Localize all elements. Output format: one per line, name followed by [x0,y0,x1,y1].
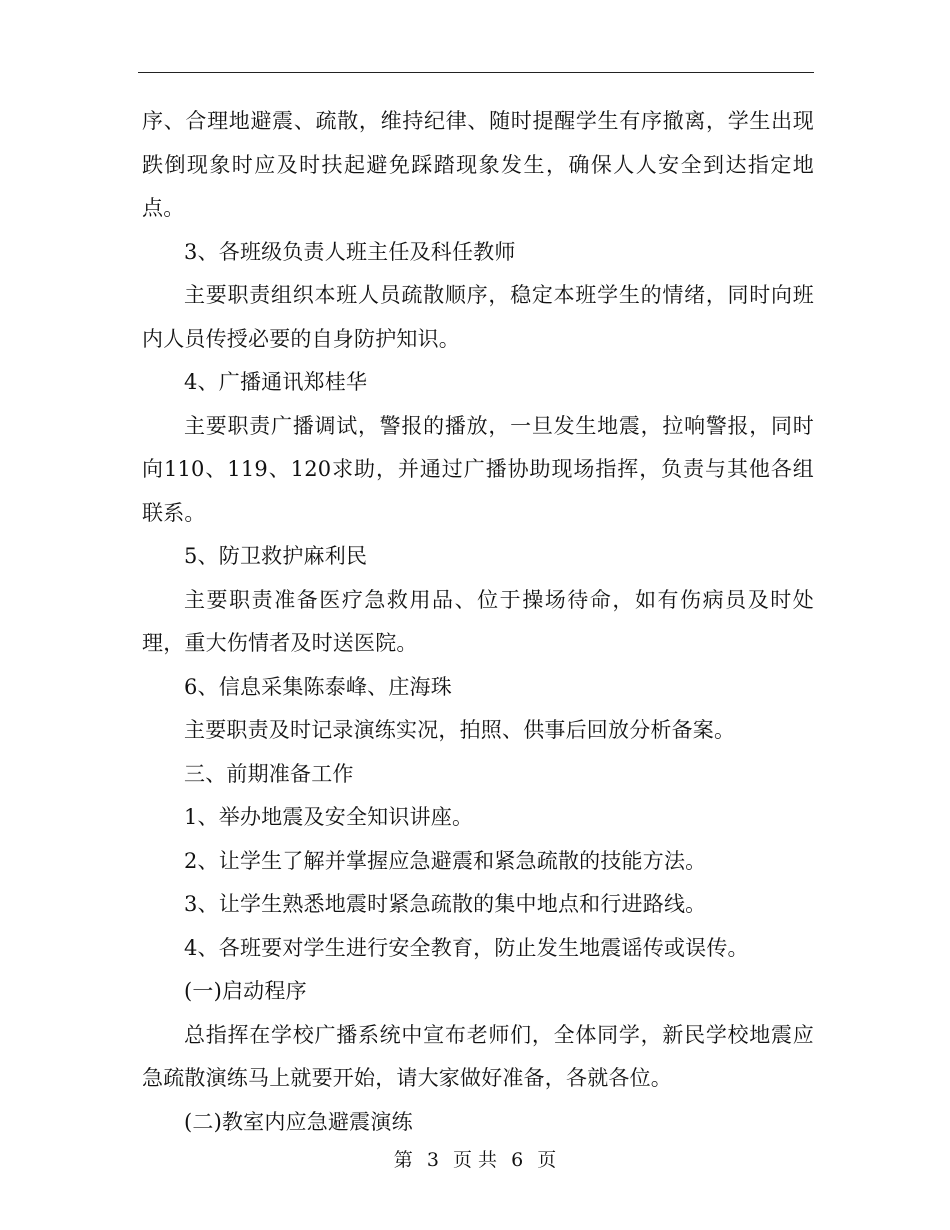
section-heading: 三、前期准备工作 [184,761,354,786]
paragraph: 总指挥在学校广播系统中宣布老师们，全体同学，新民学校地震应急疏散演练马上就要开始，请大家做好准备，各就各位。 [142,1022,814,1090]
footer-middle: 页 共 [452,1149,498,1171]
current-page-number: 3 [426,1149,439,1171]
list-item: 2、让学生了解并掌握应急避震和紧急疏散的技能方法。 [184,848,707,873]
page-footer [0,1146,950,1174]
total-pages-number: 6 [511,1149,524,1171]
paragraph: 序、合理地避震、疏散，维持纪律、随时提醒学生有序撤离，学生出现跌倒现象时应及时扶起避免踩踏现象发生，确保人人安全到达指定地点。 [142,109,814,220]
list-item: 3、让学生熟悉地震时紧急疏散的集中地点和行进路线。 [184,892,707,916]
paragraph: 5、防卫救护麻利民 [184,544,368,568]
footer-suffix: 页 [537,1149,557,1171]
list-item: 4、各班要对学生进行安全教育，防止发生地震谣传或误传。 [184,935,749,960]
subsection-heading: (一)启动程序 [184,979,307,1003]
document-body [142,100,814,1144]
list-item: 1、举办地震及安全知识讲座。 [184,805,474,829]
subsection-heading: (二)教室内应急避震演练 [184,1109,413,1134]
paragraph: 主要职责广播调试，警报的播放，一旦发生地震，拉响警报，同时向110、119、120求助，并通过广播协助现场指挥，负责与其他各组联系。 [142,413,814,525]
paragraph: 主要职责准备医疗急救用品、位于操场待命，如有伤病员及时处理，重大伤情者及时送医院。 [142,587,814,655]
paragraph: 3、各班级负责人班主任及科任教师 [184,239,516,264]
paragraph: 主要职责及时记录演练实况，拍照、供事后回放分析备案。 [184,718,736,742]
paragraph: 6、信息采集陈泰峰、庄海珠 [184,674,452,699]
footer-prefix: 第 [393,1149,413,1171]
paragraph: 4、广播通讯郑桂华 [184,370,368,394]
header-rule [138,72,814,73]
paragraph: 主要职责组织本班人员疏散顺序，稳定本班学生的情绪，同时向班内人员传授必要的自身防护知识。 [142,283,814,351]
